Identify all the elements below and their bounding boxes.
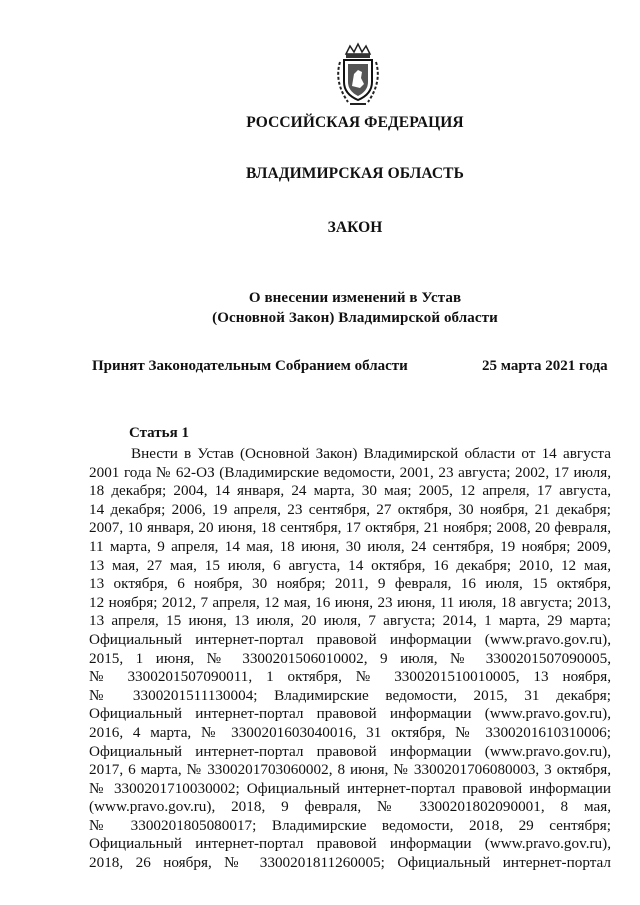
article-line: Внести в Устав (Основной Закон) Владимирской области от 14 августа — [131, 445, 611, 462]
article-line: 13 апреля, 15 июня, 13 июля, 20 июля, 7 августа; 2014, 1 марта, 29 марта; — [89, 612, 611, 630]
law-title-line-2: (Основной Закон) Владимирской области — [212, 310, 498, 326]
region-heading: ВЛАДИМИРСКАЯ ОБЛАСТЬ — [246, 165, 464, 182]
coat-of-arms-emblem — [330, 42, 386, 108]
article-line: Официальный интернет-портал правовой информации (www.pravo.gov.ru), — [89, 705, 611, 723]
article-line: Официальный интернет-портал правовой информации (www.pravo.gov.ru), — [89, 630, 611, 648]
article-body — [89, 445, 611, 873]
article-line: 2018, 26 ноября, № 3300201811260005; Официальный интернет-портал — [89, 854, 611, 872]
article-line: 12 ноября; 2012, 7 апреля, 12 мая, 16 июня, 23 июня, 11 июля, 18 августа; 2013, — [89, 593, 611, 611]
law-title — [35, 288, 640, 328]
article-line: 2015, 1 июня, № 3300201506010002, 9 июля, № 3300201507090005, — [89, 649, 611, 667]
article-line: (www.pravo.gov.ru), 2018, 9 февраля, № 3300201802090001, 8 мая, — [89, 798, 611, 816]
article-line: № 3300201805080017; Владимирские ведомости, 2018, 29 сентября; — [89, 816, 611, 834]
article-heading: Статья 1 — [129, 425, 189, 441]
article-line: Официальный интернет-портал правовой информации (www.pravo.gov.ru), — [89, 835, 611, 853]
article-line: 18 декабря; 2004, 14 января, 24 марта, 30 мая; 2005, 12 апреля, 17 августа, — [89, 482, 611, 500]
article-line: № 3300201507090011, 1 октября, № 3300201510010005, 13 ноября, — [89, 668, 611, 686]
article-line: 14 декабря; 2006, 19 апреля, 23 сентября, 27 октября, 30 ноября, 21 декабря; — [89, 500, 611, 518]
article-line: 2016, 4 марта, № 3300201603040016, 31 октября, № 3300201610310006; — [89, 723, 611, 741]
article-line: № 3300201511130004; Владимирские ведомости, 2015, 31 декабря; — [89, 686, 611, 704]
document-type-heading: ЗАКОН — [327, 219, 383, 236]
adoption-date: 25 марта 2021 года — [482, 358, 608, 374]
article-line: 11 марта, 9 апреля, 14 мая, 18 июня, 30 июля, 24 сентября, 19 ноября; 2009, — [89, 537, 611, 555]
article-line: 2001 года № 62-ОЗ (Владимирские ведомости, 2001, 23 августа; 2002, 17 июля, — [89, 463, 611, 481]
article-line: 2007, 10 января, 20 июня, 18 сентября, 17 октября, 21 ноября; 2008, 20 февраля, — [89, 519, 611, 537]
law-title-line-1: О внесении изменений в Устав — [248, 290, 462, 306]
federation-heading: РОССИЙСКАЯ ФЕДЕРАЦИЯ — [246, 114, 464, 131]
article-line: 2017, 6 марта, № 3300201703060002, 8 июня, № 3300201706080003, 3 октября, — [89, 761, 611, 779]
article-line: № 3300201710030002; Официальный интернет-портал правовой информации — [89, 779, 611, 797]
article-line: 13 октября, 6 ноября, 30 ноября; 2011, 9 февраля, 16 июля, 15 октября, — [89, 575, 611, 593]
article-line: Официальный интернет-портал правовой информации (www.pravo.gov.ru), — [89, 742, 611, 760]
adopted-by: Принят Законодательным Собранием области — [92, 358, 408, 374]
article-line: 13 мая, 27 мая, 15 июля, 6 августа, 14 октября, 16 декабря; 2010, 12 мая, — [89, 556, 611, 574]
